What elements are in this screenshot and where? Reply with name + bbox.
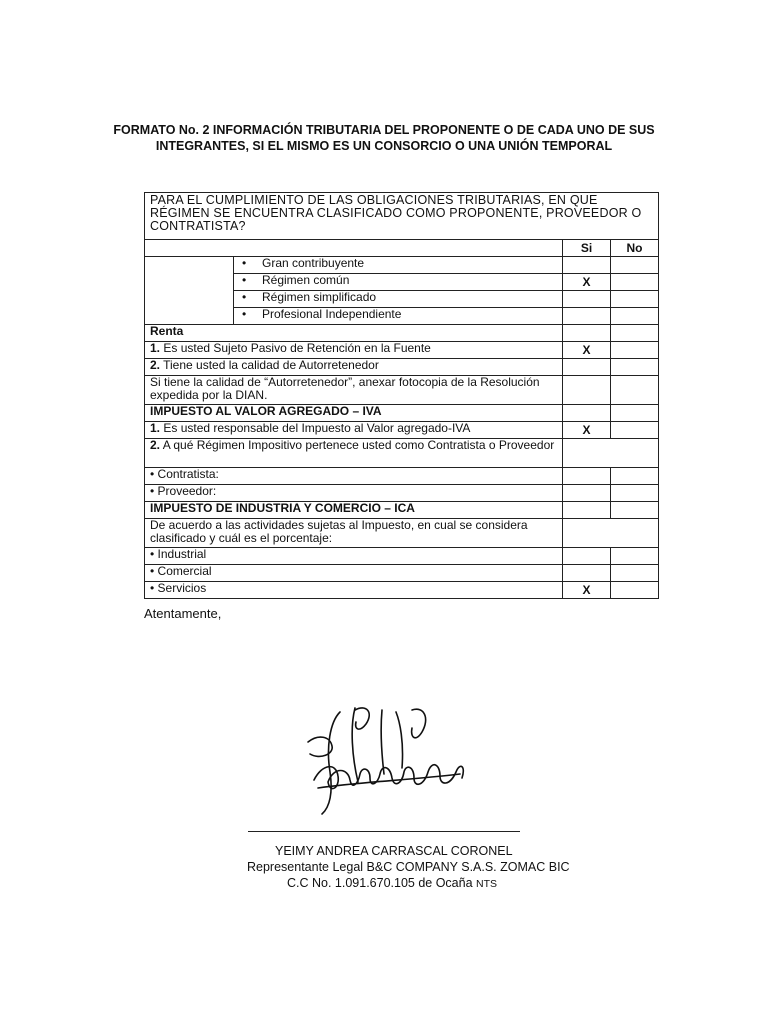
ica-comercial-row — [145, 565, 659, 582]
iva-contratista-row — [145, 468, 659, 485]
iva-q1-si-mark: X — [563, 422, 611, 439]
question-row — [145, 193, 659, 240]
renta-note-no-mark — [611, 376, 659, 405]
ica-servicios-si-mark: X — [563, 582, 611, 599]
renta-question-2: 2. Tiene usted la calidad de Autorretenedor — [145, 359, 563, 376]
ica-comercial-si-mark — [563, 565, 611, 582]
title-line-1: FORMATO No. 2 INFORMACIÓN TRIBUTARIA DEL PROPONENTE O DE CADA UNO DE SUS — [113, 123, 655, 137]
renta-heading: Renta — [145, 325, 563, 342]
iva-q2-row — [145, 439, 659, 468]
signer-name: YEIMY ANDREA CARRASCAL CORONEL — [275, 844, 513, 858]
ica-servicios: • Servicios — [145, 582, 563, 599]
iva-heading: IMPUESTO AL VALOR AGREGADO – IVA — [145, 405, 563, 422]
renta-q1-no-mark — [611, 342, 659, 359]
regimen-no-mark — [611, 291, 659, 308]
ica-industrial-row — [145, 548, 659, 565]
closing-text: Atentamente, — [144, 606, 222, 621]
regimen-option: • Gran contribuyente — [234, 257, 563, 274]
tax-info-table — [144, 192, 659, 599]
iva-question-2: 2. A qué Régimen Impositivo pertenece usted como Contratista o Proveedor — [145, 439, 563, 468]
renta-question-1: 1. Es usted Sujeto Pasivo de Retención en la Fuente — [145, 342, 563, 359]
regimen-question: PARA EL CUMPLIMIENTO DE LAS OBLIGACIONES TRIBUTARIAS, EN QUE RÉGIMEN SE ENCUENTRA CLASIFICADO COMO PROPONENTE, PROVEEDOR O CONTRATISTA? — [145, 193, 659, 240]
regimen-si-mark — [563, 308, 611, 325]
iva-q1-no-mark — [611, 422, 659, 439]
regimen-si-mark — [563, 291, 611, 308]
regimen-si-mark — [563, 257, 611, 274]
signer-role: Representante Legal B&C COMPANY S.A.S. ZOMAC BIC — [247, 860, 570, 874]
ica-industrial: • Industrial — [145, 548, 563, 565]
ica-heading-row — [145, 502, 659, 519]
ica-question: De acuerdo a las actividades sujetas al Impuesto, en cual se considera clasificado y cuál es el porcentaje: — [145, 519, 563, 548]
regimen-option: • Profesional Independiente — [234, 308, 563, 325]
iva-question-1: 1. Es usted responsable del Impuesto al Valor agregado-IVA — [145, 422, 563, 439]
header-row — [145, 240, 659, 257]
regimen-row — [145, 257, 659, 274]
ica-servicios-no-mark — [611, 582, 659, 599]
regimen-option: • Régimen simplificado — [234, 291, 563, 308]
regimen-option: • Régimen común — [234, 274, 563, 291]
iva-q1-row — [145, 422, 659, 439]
autorretenedor-note: Si tiene la calidad de “Autorretenedor”, anexar fotocopia de la Resolución expedida por la DIAN. — [145, 376, 563, 405]
signer-block — [240, 843, 570, 892]
title-line-2: INTEGRANTES, SI EL MISMO ES UN CONSORCIO O UNA UNIÓN TEMPORAL — [155, 139, 613, 153]
ica-question-row — [145, 519, 659, 548]
ica-industrial-si-mark — [563, 548, 611, 565]
renta-heading-row — [145, 325, 659, 342]
renta-q1-row — [145, 342, 659, 359]
column-header-si: Si — [563, 240, 611, 257]
iva-proveedor: • Proveedor: — [145, 485, 563, 502]
iva-heading-row — [145, 405, 659, 422]
regimen-si-mark: X — [563, 274, 611, 291]
signer-id: C.C No. 1.091.670.105 de Ocaña NTS — [287, 876, 498, 890]
ica-comercial: • Comercial — [145, 565, 563, 582]
signature-line — [248, 831, 520, 832]
ica-servicios-row — [145, 582, 659, 599]
ica-heading: IMPUESTO DE INDUSTRIA Y COMERCIO – ICA — [145, 502, 563, 519]
iva-contratista: • Contratista: — [145, 468, 563, 485]
renta-note-row — [145, 376, 659, 405]
ica-industrial-no-mark — [611, 548, 659, 565]
column-header-no: No — [611, 240, 659, 257]
regimen-no-mark — [611, 257, 659, 274]
iva-proveedor-row — [145, 485, 659, 502]
renta-note-si-mark — [563, 376, 611, 405]
document-title — [0, 122, 768, 154]
renta-q1-si-mark: X — [563, 342, 611, 359]
signature-image — [300, 702, 470, 822]
signer-id-suffix: NTS — [476, 878, 498, 890]
ica-comercial-no-mark — [611, 565, 659, 582]
renta-q2-si-mark — [563, 359, 611, 376]
renta-q2-row — [145, 359, 659, 376]
regimen-no-mark — [611, 274, 659, 291]
renta-q2-no-mark — [611, 359, 659, 376]
regimen-no-mark — [611, 308, 659, 325]
